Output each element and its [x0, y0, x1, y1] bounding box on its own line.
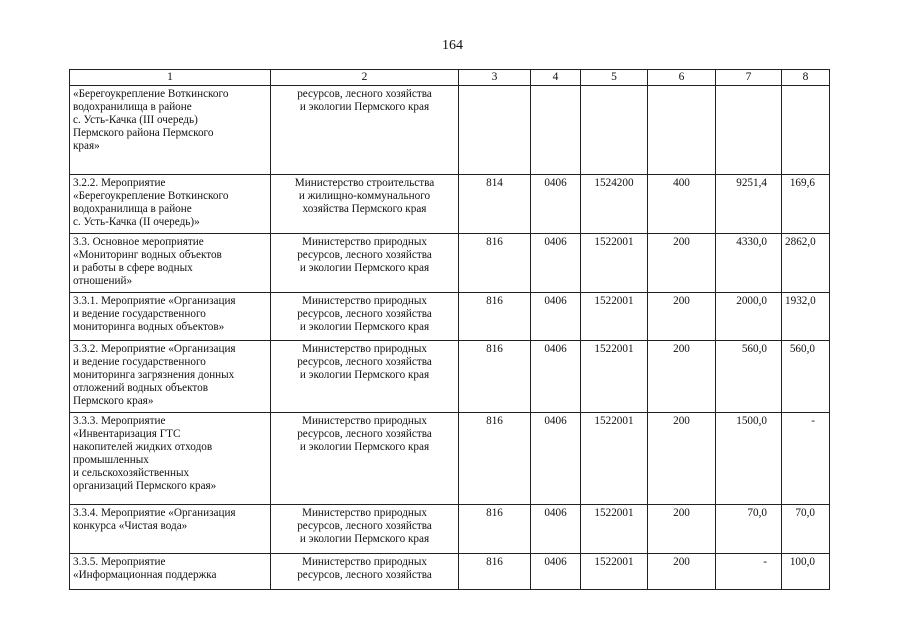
code-cell — [459, 175, 531, 234]
amount-cell — [716, 293, 782, 341]
target-article-cell-text: 1522001 — [594, 295, 634, 307]
amount-cell — [716, 175, 782, 234]
amount-cell-text: 560,0 — [741, 343, 767, 355]
section-code-cell — [531, 554, 581, 590]
table-row — [70, 86, 830, 175]
amount-cell-text: - — [811, 415, 815, 427]
amount-cell-text: 2000,0 — [736, 295, 767, 307]
target-article-cell-text: 1522001 — [594, 236, 634, 248]
expense-type-cell-text: 200 — [673, 343, 690, 355]
program-item-name-text: 3.2.2. Мероприятие «Берегоукрепление Воткинского водохранилища в районе с. Усть-Качка (II очередь)» — [73, 177, 229, 228]
code-cell — [459, 554, 531, 590]
responsible-organization — [271, 175, 459, 234]
section-code-cell-text: 0406 — [544, 236, 567, 248]
program-item-name-text: 3.3.4. Мероприятие «Организация конкурса «Чистая вода» — [73, 507, 236, 532]
target-article-cell — [581, 554, 648, 590]
section-code-cell — [531, 86, 581, 175]
code-cell — [459, 341, 531, 413]
table-row — [70, 505, 830, 554]
amount-cell — [782, 505, 830, 554]
program-item-name-text: 3.3. Основное мероприятие «Мониторинг водных объектов и работы в сфере водных отношений» — [73, 236, 222, 287]
amount-cell-text: 1932,0 — [785, 295, 816, 307]
section-code-cell-text: 0406 — [544, 177, 567, 189]
program-item-name — [70, 175, 271, 234]
amount-cell-text: 9251,4 — [736, 177, 767, 189]
responsible-organization-text: Министерство природных ресурсов, лесного хозяйства — [297, 556, 432, 581]
target-article-cell — [581, 505, 648, 554]
responsible-organization — [271, 293, 459, 341]
expense-type-cell — [648, 554, 716, 590]
responsible-organization — [271, 554, 459, 590]
column-number-row — [70, 70, 830, 86]
responsible-organization — [271, 505, 459, 554]
target-article-cell — [581, 175, 648, 234]
program-item-name — [70, 341, 271, 413]
column-header: 8 — [782, 70, 830, 86]
responsible-organization-text: Министерство природных ресурсов, лесного хозяйства и экологии Пермского края — [297, 507, 432, 545]
table-body — [70, 86, 830, 590]
target-article-cell — [581, 234, 648, 293]
amount-cell-text: 70,0 — [747, 507, 767, 519]
section-code-cell — [531, 413, 581, 505]
target-article-cell-text: 1524200 — [594, 177, 634, 189]
code-cell-text: 816 — [486, 556, 503, 568]
amount-cell — [782, 293, 830, 341]
expense-type-cell — [648, 341, 716, 413]
amount-cell — [716, 341, 782, 413]
responsible-organization-text: Министерство строительства и жилищно-коммунального хозяйства Пермского края — [294, 177, 435, 215]
program-item-name-text: 3.3.3. Мероприятие «Инвентаризация ГТС накопителей жидких отходов промышленных и сельскохозяйственных организаций Пермского края» — [73, 415, 217, 492]
expense-type-cell — [648, 293, 716, 341]
code-cell-text: 816 — [486, 295, 503, 307]
amount-cell — [782, 86, 830, 175]
section-code-cell — [531, 175, 581, 234]
section-code-cell-text: 0406 — [544, 295, 567, 307]
amount-cell-text: 560,0 — [789, 343, 815, 355]
responsible-organization-text: Министерство природных ресурсов, лесного хозяйства и экологии Пермского края — [297, 415, 432, 453]
table-row — [70, 293, 830, 341]
section-code-cell — [531, 341, 581, 413]
section-code-cell-text: 0406 — [544, 343, 567, 355]
program-item-name-text: «Берегоукрепление Воткинского водохранилища в районе с. Усть-Качка (III очередь) Пермского района Пермского края» — [73, 88, 229, 152]
code-cell-text: 816 — [486, 507, 503, 519]
code-cell-text: 816 — [486, 415, 503, 427]
expense-type-cell-text: 200 — [673, 236, 690, 248]
table-row — [70, 554, 830, 590]
amount-cell-text: - — [763, 556, 767, 568]
budget-table — [69, 69, 830, 590]
target-article-cell-text: 1522001 — [594, 507, 634, 519]
amount-cell-text: 100,0 — [789, 556, 815, 568]
expense-type-cell-text: 200 — [673, 415, 690, 427]
expense-type-cell-text: 200 — [673, 295, 690, 307]
target-article-cell-text: 1522001 — [594, 556, 634, 568]
expense-type-cell — [648, 86, 716, 175]
responsible-organization — [271, 86, 459, 175]
amount-cell — [716, 554, 782, 590]
table-row — [70, 413, 830, 505]
section-code-cell-text: 0406 — [544, 415, 567, 427]
expense-type-cell-text: 400 — [673, 177, 690, 189]
target-article-cell — [581, 413, 648, 505]
section-code-cell — [531, 234, 581, 293]
amount-cell-text: 2862,0 — [785, 236, 816, 248]
section-code-cell-text: 0406 — [544, 556, 567, 568]
code-cell — [459, 505, 531, 554]
code-cell-text: 814 — [486, 177, 503, 189]
responsible-organization-text: Министерство природных ресурсов, лесного хозяйства и экологии Пермского края — [297, 343, 432, 381]
code-cell — [459, 413, 531, 505]
amount-cell — [716, 505, 782, 554]
amount-cell — [782, 554, 830, 590]
amount-cell-text: 70,0 — [795, 507, 815, 519]
program-item-name-text: 3.3.2. Мероприятие «Организация и ведение государственного мониторинга загрязнения донных отложений водных объектов Пермского края» — [73, 343, 236, 407]
amount-cell — [782, 413, 830, 505]
responsible-organization — [271, 413, 459, 505]
code-cell-text: 816 — [486, 343, 503, 355]
code-cell-text: 816 — [486, 236, 503, 248]
column-header: 6 — [648, 70, 716, 86]
amount-cell — [782, 341, 830, 413]
target-article-cell-text: 1522001 — [594, 415, 634, 427]
expense-type-cell — [648, 413, 716, 505]
target-article-cell — [581, 293, 648, 341]
amount-cell-text: 169,6 — [789, 177, 815, 189]
expense-type-cell — [648, 234, 716, 293]
program-item-name — [70, 234, 271, 293]
target-article-cell — [581, 341, 648, 413]
table-row — [70, 234, 830, 293]
column-header: 4 — [531, 70, 581, 86]
amount-cell — [782, 234, 830, 293]
column-header: 3 — [459, 70, 531, 86]
responsible-organization-text: Министерство природных ресурсов, лесного хозяйства и экологии Пермского края — [297, 295, 432, 333]
program-item-name — [70, 293, 271, 341]
code-cell — [459, 293, 531, 341]
responsible-organization-text: Министерство природных ресурсов, лесного хозяйства и экологии Пермского края — [297, 236, 432, 274]
amount-cell — [716, 234, 782, 293]
responsible-organization — [271, 234, 459, 293]
target-article-cell-text: 1522001 — [594, 343, 634, 355]
table-row — [70, 341, 830, 413]
program-item-name — [70, 413, 271, 505]
responsible-organization — [271, 341, 459, 413]
section-code-cell-text: 0406 — [544, 507, 567, 519]
expense-type-cell — [648, 175, 716, 234]
column-header: 5 — [581, 70, 648, 86]
amount-cell-text: 1500,0 — [736, 415, 767, 427]
amount-cell-text: 4330,0 — [736, 236, 767, 248]
table-row — [70, 175, 830, 234]
responsible-organization-text: ресурсов, лесного хозяйства и экологии Пермского края — [297, 88, 432, 113]
amount-cell — [716, 413, 782, 505]
code-cell — [459, 234, 531, 293]
expense-type-cell — [648, 505, 716, 554]
section-code-cell — [531, 293, 581, 341]
target-article-cell — [581, 86, 648, 175]
column-header: 7 — [716, 70, 782, 86]
page-number: 164 — [442, 38, 463, 53]
amount-cell — [782, 175, 830, 234]
program-item-name-text: 3.3.1. Мероприятие «Организация и ведение государственного мониторинга водных объектов» — [73, 295, 236, 333]
section-code-cell — [531, 505, 581, 554]
amount-cell — [716, 86, 782, 175]
column-header: 2 — [271, 70, 459, 86]
program-item-name-text: 3.3.5. Мероприятие «Информационная поддержка — [73, 556, 217, 581]
program-item-name — [70, 505, 271, 554]
expense-type-cell-text: 200 — [673, 507, 690, 519]
code-cell — [459, 86, 531, 175]
column-header: 1 — [70, 70, 271, 86]
program-item-name — [70, 554, 271, 590]
program-item-name — [70, 86, 271, 175]
expense-type-cell-text: 200 — [673, 556, 690, 568]
